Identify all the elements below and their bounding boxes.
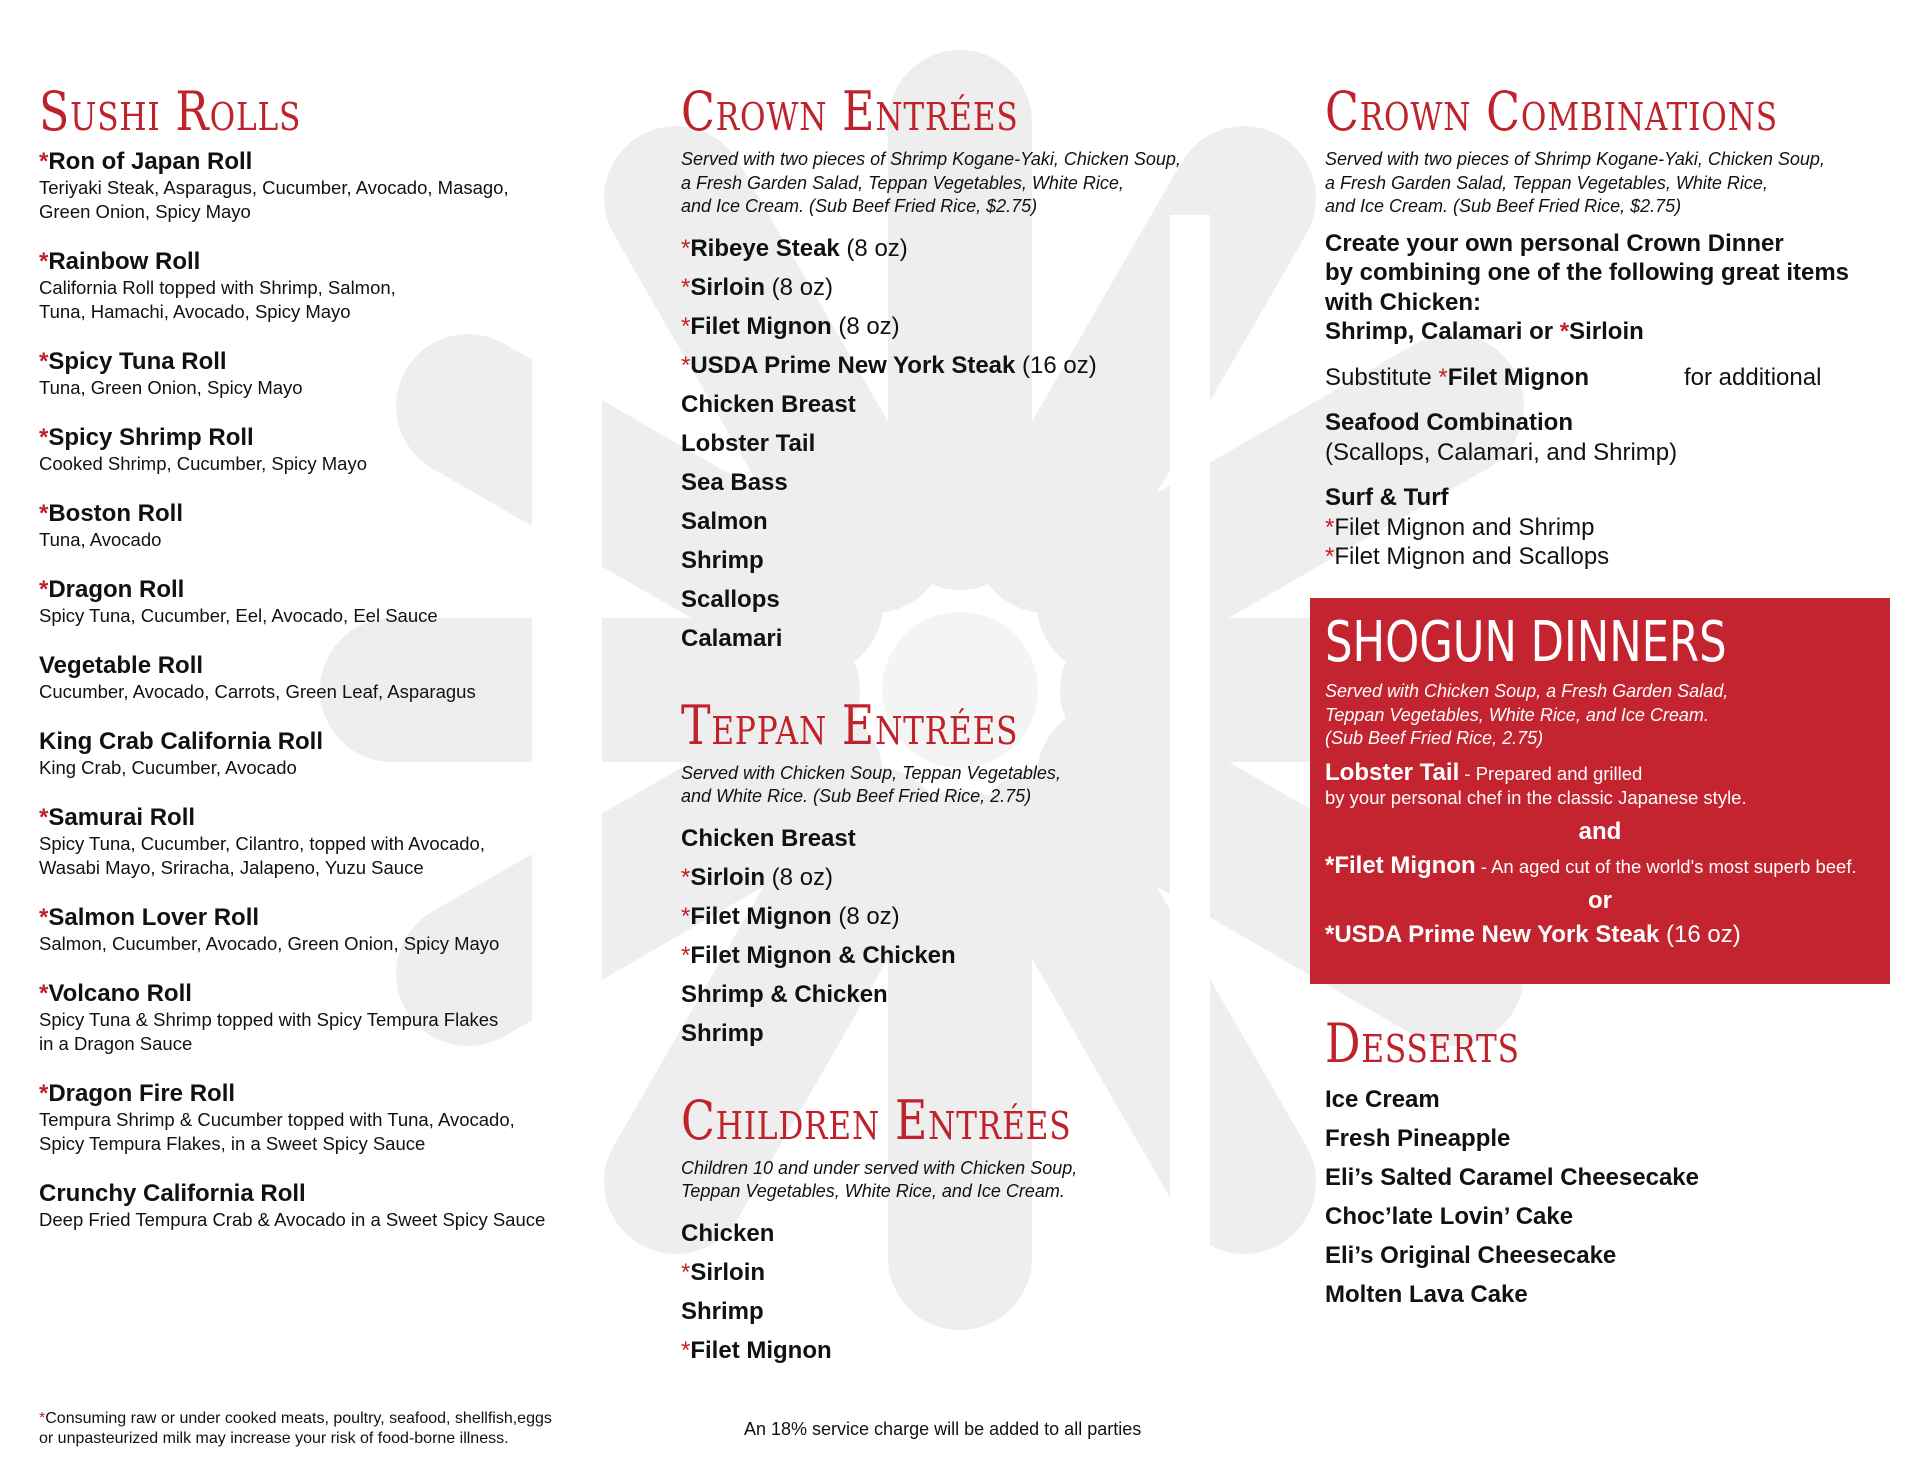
sushi-roll-item — [39, 348, 639, 400]
asterisk: * — [39, 348, 49, 375]
roll-name — [39, 248, 639, 276]
menu-item — [1325, 1275, 1905, 1314]
menu-item-name: Choc’late Lovin’ Cake — [1325, 1203, 1574, 1230]
menu-item-name: Filet Mignon & Chicken — [690, 941, 956, 969]
menu-item-name: Shrimp — [681, 1297, 764, 1325]
menu-item — [1325, 1158, 1905, 1197]
roll-description: Spicy Tuna, Cucumber, Cilantro, topped with Avocado, Wasabi Mayo, Sriracha, Jalapeno, Yuzu Sauce — [39, 833, 485, 878]
food-safety-disclaimer — [39, 1409, 552, 1449]
menu-item — [681, 1214, 1281, 1253]
menu-item-portion: (8 oz) — [831, 312, 900, 340]
desserts-section — [1325, 1012, 1905, 1314]
options-prefix: Shrimp, Calamari or — [1325, 318, 1560, 345]
center-column — [681, 80, 1281, 1370]
menu-item — [681, 1292, 1281, 1331]
sushi-roll-item — [39, 728, 639, 780]
crown-entrees-intro: Served with two pieces of Shrimp Kogane-Yaki, Chicken Soup, a Fresh Garden Salad, Teppan Vegetables, White Rice, and Ice Cream. (Sub Beef Fried Rice, $2.75) — [681, 149, 1181, 216]
sushi-roll-item — [39, 652, 639, 704]
seafood-combination-title: Seafood Combination — [1325, 409, 1573, 436]
options-sirloin: Sirloin — [1569, 318, 1644, 345]
menu-item — [1325, 1080, 1905, 1119]
substitute-prefix: Substitute — [1325, 363, 1439, 391]
sushi-roll-item — [39, 904, 639, 956]
menu-item-name: Eli’s Salted Caramel Cheesecake — [1325, 1164, 1699, 1191]
menu-item-portion: (8 oz) — [765, 273, 834, 301]
sushi-roll-item — [39, 1180, 639, 1232]
roll-name-text: Ron of Japan Roll — [48, 148, 253, 175]
menu-item — [681, 580, 1281, 619]
roll-name-text: Volcano Roll — [48, 980, 192, 1007]
roll-name — [39, 500, 639, 528]
menu-item-name: Salmon — [681, 507, 768, 535]
menu-item-portion: (16 oz) — [1015, 351, 1097, 379]
roll-description: Tempura Shrimp & Cucumber topped with Tuna, Avocado, Spicy Tempura Flakes, in a Sweet Spicy Sauce — [39, 1109, 515, 1154]
menu-item-name: Chicken — [681, 1219, 775, 1247]
menu-item — [681, 1014, 1281, 1053]
ny-steak-portion: (16 oz) — [1659, 920, 1741, 948]
menu-item — [681, 541, 1281, 580]
children-entrees-title: Children Entrées — [681, 1088, 1072, 1152]
roll-description: Spicy Tuna, Cucumber, Eel, Avocado, Eel Sauce — [39, 605, 438, 626]
menu-item-name: Shrimp — [681, 546, 764, 574]
roll-description: Salmon, Cucumber, Avocado, Green Onion, Spicy Mayo — [39, 933, 500, 954]
menu-item-portion: (8 oz) — [831, 902, 900, 930]
asterisk: * — [39, 424, 49, 451]
roll-name-text: Spicy Shrimp Roll — [48, 424, 254, 451]
roll-description: Teriyaki Steak, Asparagus, Cucumber, Avocado, Masago, Green Onion, Spicy Mayo — [39, 177, 509, 222]
crown-entrees-list — [681, 229, 1281, 658]
sushi-roll-item — [39, 804, 639, 880]
lobster-tail-desc: - Prepared and grilled — [1459, 762, 1643, 784]
menu-item — [681, 858, 1281, 897]
menu-item-name: Fresh Pineapple — [1325, 1125, 1511, 1152]
asterisk: * — [39, 804, 49, 831]
menu-item-name: Calamari — [681, 624, 783, 652]
menu-item-name: Ribeye Steak — [690, 234, 840, 262]
surf-turf-option-label: Filet Mignon and Shrimp — [1334, 513, 1595, 541]
shogun-dinners-box — [1310, 598, 1890, 984]
menu-item — [681, 819, 1281, 858]
surf-turf-title: Surf & Turf — [1325, 484, 1449, 511]
menu-item — [681, 975, 1281, 1014]
menu-item — [681, 346, 1281, 385]
children-entrees-intro: Children 10 and under served with Chicken Soup, Teppan Vegetables, White Rice, and Ice Cream. — [681, 1157, 1078, 1201]
menu-item-name: Ice Cream — [1325, 1086, 1440, 1113]
teppan-entrees-list — [681, 819, 1281, 1053]
sushi-rolls-section — [39, 80, 639, 1256]
menu-item — [681, 897, 1281, 936]
roll-name-text: Crunchy California Roll — [39, 1180, 306, 1207]
menu-item-name: Molten Lava Cake — [1325, 1281, 1528, 1308]
asterisk: * — [39, 1080, 49, 1107]
roll-name — [39, 652, 639, 680]
asterisk: * — [39, 980, 49, 1007]
create-your-own-text: Create your own personal Crown Dinner by combining one of the following great items with Chicken: — [1325, 229, 1850, 316]
roll-name — [39, 980, 639, 1008]
menu-item-name: Scallops — [681, 585, 780, 613]
filet-mignon-desc: - An aged cut of the world's most superb beef. — [1475, 855, 1857, 877]
asterisk: * — [39, 1410, 46, 1427]
asterisk: * — [681, 941, 691, 969]
desserts-title: Desserts — [1325, 1012, 1520, 1075]
menu-item — [681, 307, 1281, 346]
roll-name — [39, 804, 639, 832]
roll-name — [39, 424, 639, 452]
asterisk: * — [1325, 543, 1335, 570]
menu-item — [681, 1253, 1281, 1292]
menu-item-name: Filet Mignon — [690, 902, 832, 930]
asterisk: * — [1325, 513, 1335, 541]
roll-description: King Crab, Cucumber, Avocado — [39, 757, 297, 778]
menu-item-name: Shrimp — [681, 1019, 764, 1047]
menu-item — [681, 619, 1281, 658]
roll-name — [39, 1180, 639, 1208]
menu-item-name: Chicken Breast — [681, 824, 856, 852]
menu-item-name: Sirloin — [690, 273, 766, 301]
substitute-line — [1325, 363, 1905, 393]
shogun-dinners-intro: Served with Chicken Soup, a Fresh Garden Salad, Teppan Vegetables, White Rice, and Ice Cream. (Sub Beef Fried Rice, 2.75) — [1325, 681, 1729, 748]
asterisk: * — [39, 576, 49, 603]
roll-name — [39, 904, 639, 932]
roll-name-text: King Crab California Roll — [39, 728, 324, 755]
menu-item-name: Sea Bass — [681, 468, 788, 496]
roll-name — [39, 148, 639, 176]
menu-item-name: Sirloin — [690, 1258, 766, 1286]
seafood-combination-desc: (Scallops, Calamari, and Shrimp) — [1325, 438, 1678, 466]
asterisk: * — [681, 1336, 691, 1364]
roll-description: Tuna, Green Onion, Spicy Mayo — [39, 377, 303, 398]
or-divider: or — [1588, 886, 1612, 914]
sushi-roll-item — [39, 148, 639, 224]
sushi-roll-item — [39, 1080, 639, 1156]
right-column — [1325, 80, 1905, 572]
lobster-tail-name: Lobster Tail — [1325, 758, 1460, 786]
menu-item — [681, 936, 1281, 975]
asterisk: * — [681, 1258, 691, 1286]
substitute-suffix: for additional — [1684, 363, 1822, 391]
roll-name — [39, 728, 639, 756]
teppan-entrees-intro: Served with Chicken Soup, Teppan Vegetables, and White Rice. (Sub Beef Fried Rice, 2.75) — [681, 762, 1061, 806]
shogun-lobster-item — [1325, 758, 1875, 786]
menu-item — [681, 1331, 1281, 1370]
menu-item — [681, 424, 1281, 463]
substitute-item: Filet Mignon — [1447, 363, 1590, 391]
sushi-roll-item — [39, 248, 639, 324]
ny-steak-name: *USDA Prime New York Steak — [1325, 920, 1660, 948]
roll-description: Spicy Tuna & Shrimp topped with Spicy Tempura Flakes in a Dragon Sauce — [39, 1009, 499, 1054]
menu-item-name: Eli’s Original Cheesecake — [1325, 1242, 1617, 1269]
menu-item — [1325, 1119, 1905, 1158]
menu-item — [681, 502, 1281, 541]
asterisk: * — [681, 863, 691, 891]
sushi-roll-list — [39, 148, 639, 1232]
roll-description: California Roll topped with Shrimp, Salmon, Tuna, Hamachi, Avocado, Spicy Mayo — [39, 277, 396, 322]
menu-item — [1325, 1197, 1905, 1236]
shogun-dinners-title: SHOGUN DINNERS — [1325, 610, 1727, 675]
menu-item — [681, 229, 1281, 268]
roll-name-text: Salmon Lover Roll — [48, 904, 260, 931]
combination-options — [1325, 317, 1905, 347]
roll-name-text: Dragon Roll — [48, 576, 185, 603]
menu-item-name: Sirloin — [690, 863, 766, 891]
menu-item-name: Filet Mignon — [690, 312, 832, 340]
menu-item — [681, 268, 1281, 307]
roll-description: Deep Fried Tempura Crab & Avocado in a Sweet Spicy Sauce — [39, 1209, 546, 1230]
roll-description: Cooked Shrimp, Cucumber, Spicy Mayo — [39, 453, 367, 474]
surf-turf-option — [1325, 513, 1905, 543]
asterisk: * — [681, 234, 691, 262]
surf-turf-option-label: Filet Mignon and Scallops — [1334, 543, 1610, 570]
crown-combinations-intro: Served with two pieces of Shrimp Kogane-Yaki, Chicken Soup, a Fresh Garden Salad, Teppan Vegetables, White Rice, and Ice Cream. (Sub Beef Fried Rice, $2.75) — [1325, 149, 1825, 216]
roll-name-text: Vegetable Roll — [39, 652, 204, 679]
roll-name-text: Samurai Roll — [48, 804, 196, 831]
roll-name — [39, 1080, 639, 1108]
asterisk: * — [39, 500, 49, 527]
asterisk: * — [681, 902, 691, 930]
menu-item-name: Shrimp & Chicken — [681, 980, 888, 1008]
asterisk: * — [1438, 363, 1448, 391]
asterisk: * — [681, 273, 691, 301]
disclaimer-text: Consuming raw or under cooked meats, poultry, seafood, shellfish,eggs or unpasteurized milk may increase your risk of food-borne illness. — [39, 1410, 552, 1447]
menu-item-portion: (8 oz) — [839, 234, 908, 262]
menu-item-name: USDA Prime New York Steak — [690, 351, 1016, 379]
sushi-roll-item — [39, 980, 639, 1056]
asterisk: * — [39, 148, 49, 175]
crown-combinations-title: Crown Combinations — [1325, 80, 1778, 143]
roll-name-text: Rainbow Roll — [48, 248, 201, 275]
roll-description: Tuna, Avocado — [39, 529, 162, 550]
sushi-roll-item — [39, 500, 639, 552]
desserts-list — [1325, 1080, 1905, 1314]
asterisk: * — [1559, 318, 1570, 345]
menu-item-portion: (8 oz) — [765, 863, 834, 891]
children-entrees-list — [681, 1214, 1281, 1370]
menu-item — [681, 385, 1281, 424]
surf-turf-option — [1325, 542, 1905, 572]
surf-and-turf — [1325, 483, 1905, 572]
roll-name-text: Boston Roll — [48, 500, 183, 527]
asterisk: * — [39, 248, 49, 275]
roll-name-text: Spicy Tuna Roll — [48, 348, 227, 375]
menu-item-name: Chicken Breast — [681, 390, 856, 418]
roll-name-text: Dragon Fire Roll — [48, 1080, 236, 1107]
menu-item — [681, 463, 1281, 502]
crown-entrees-title: Crown Entrées — [681, 80, 1019, 143]
shogun-steak-item — [1325, 920, 1875, 948]
seafood-combination — [1325, 408, 1905, 467]
roll-description: Cucumber, Avocado, Carrots, Green Leaf, Asparagus — [39, 681, 476, 702]
service-charge-note: An 18% service charge will be added to all parties — [744, 1419, 1142, 1439]
asterisk: * — [39, 904, 49, 931]
shogun-filet-item — [1325, 851, 1875, 879]
asterisk: * — [681, 351, 691, 379]
menu-item — [1325, 1236, 1905, 1275]
roll-name — [39, 348, 639, 376]
roll-name — [39, 576, 639, 604]
menu-item-name: Filet Mignon — [690, 1336, 832, 1364]
sushi-rolls-title: Sushi Rolls — [39, 80, 302, 143]
and-divider: and — [1578, 817, 1622, 845]
lobster-tail-desc-2: by your personal chef in the classic Japanese style. — [1325, 786, 1747, 808]
filet-mignon-name: *Filet Mignon — [1325, 851, 1476, 879]
asterisk: * — [681, 312, 691, 340]
sushi-roll-item — [39, 424, 639, 476]
teppan-entrees-title: Teppan Entrées — [681, 693, 1019, 757]
sushi-roll-item — [39, 576, 639, 628]
menu-item-name: Lobster Tail — [681, 429, 816, 457]
